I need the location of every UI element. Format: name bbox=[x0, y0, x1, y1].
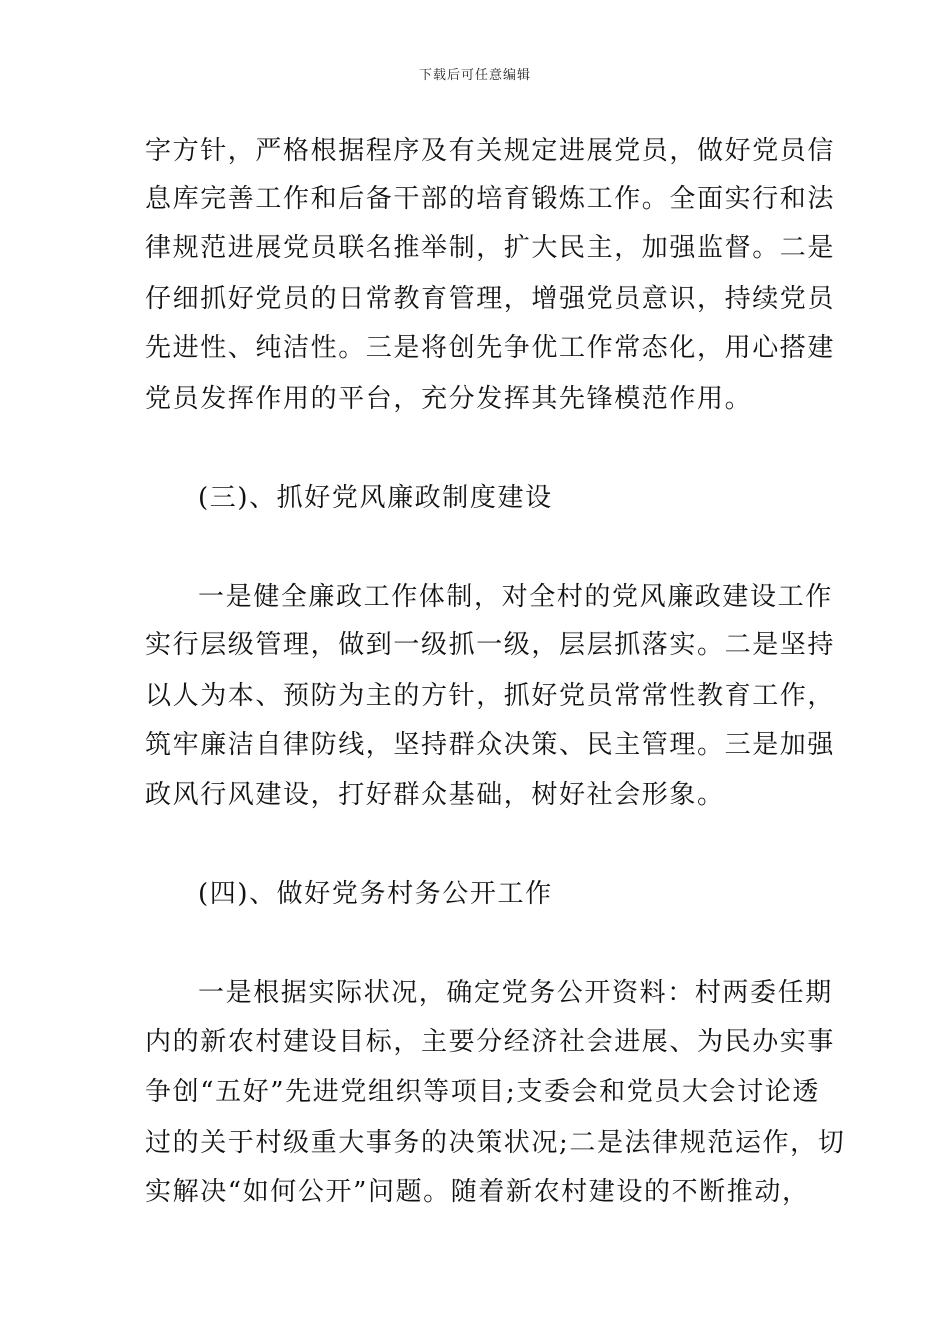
paragraph-line: 以人为本、预防为主的方针，抓好党员常常性教育工作， bbox=[145, 681, 836, 711]
paragraph-line: 一是健全廉政工作体制，对全村的党风廉政建设工作 bbox=[198, 582, 833, 612]
paragraph-line: 实解决“如何公开”问题。随着新农村建设的不断推动， bbox=[145, 1177, 810, 1207]
paragraph-line: 筑牢廉洁自律防线，坚持群众决策、民主管理。三是加强 bbox=[145, 730, 836, 760]
paragraph-line: 息库完善工作和后备干部的培育锻炼工作。全面实行和法 bbox=[145, 184, 836, 214]
page-header: 下载后可任意编辑 bbox=[418, 68, 531, 83]
paragraph-line: 争创“五好”先进党组织等项目;支委会和党员大会讨论透 bbox=[145, 1077, 820, 1107]
paragraph-line: 律规范进展党员联名推举制，扩大民主，加强监督。二是 bbox=[145, 233, 836, 263]
paragraph-line: 内的新农村建设目标，主要分经济社会进展、为民办实事 bbox=[145, 1027, 836, 1057]
section-heading-3: (三)、抓好党风廉政制度建设 bbox=[198, 483, 553, 513]
paragraph-line: 一是根据实际状况，确定党务公开资料：村两委任期 bbox=[198, 978, 833, 1008]
paragraph-line: 实行层级管理，做到一级抓一级，层层抓落实。二是坚持 bbox=[145, 630, 836, 660]
paragraph-line: 政风行风建设，打好群众基础，树好社会形象。 bbox=[145, 780, 725, 810]
paragraph-line: 党员发挥作用的平台，充分发挥其先锋模范作用。 bbox=[145, 384, 753, 414]
section-heading-4: (四)、做好党务村务公开工作 bbox=[198, 879, 553, 909]
paragraph-line: 字方针，严格根据程序及有关规定进展党员，做好党员信 bbox=[145, 136, 836, 166]
paragraph-line: 先进性、纯洁性。三是将创先争优工作常态化，用心搭建 bbox=[145, 333, 836, 363]
paragraph-line: 过的关于村级重大事务的决策状况;二是法律规范运作，切 bbox=[145, 1128, 846, 1158]
paragraph-line: 仔细抓好党员的日常教育管理，增强党员意识，持续党员 bbox=[145, 284, 836, 314]
